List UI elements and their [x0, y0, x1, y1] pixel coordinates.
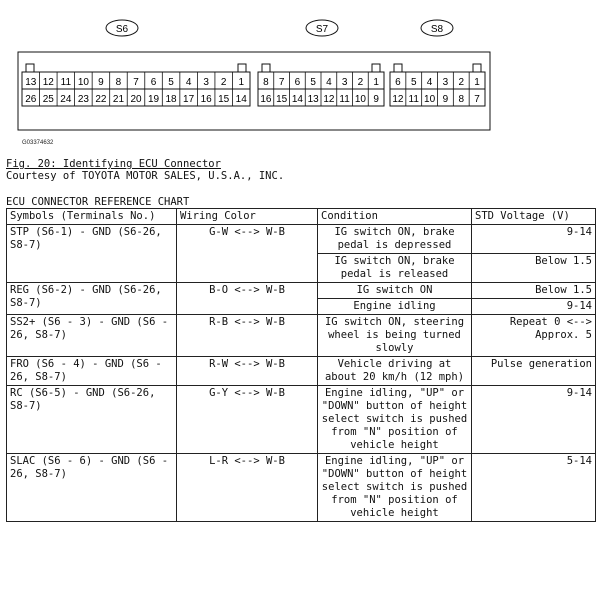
table-row: [7, 283, 596, 299]
terminal-number: 8: [115, 77, 122, 88]
connector-latch: [262, 64, 270, 72]
terminal-number: 13: [25, 77, 37, 88]
terminal-number: 4: [326, 77, 332, 88]
chart-title: ECU CONNECTOR REFERENCE CHART: [6, 196, 190, 208]
terminal-number: 1: [474, 77, 480, 88]
terminal-number: 12: [392, 94, 404, 105]
cell-condition: Engine idling: [318, 299, 472, 315]
figure-courtesy: Courtesy of TOYOTA MOTOR SALES, U.S.A., INC.: [6, 170, 285, 182]
table-row: [7, 315, 596, 357]
cell-voltage: 5-14: [472, 454, 596, 522]
connector-label: S7: [315, 24, 329, 35]
cell-wiring: G-Y <--> W-B: [177, 386, 318, 454]
connector-label: S6: [115, 24, 129, 35]
terminal-number: 9: [373, 94, 379, 105]
connector-latch: [473, 64, 481, 72]
terminal-number: 23: [77, 94, 89, 105]
cell-condition: Engine idling, "UP" or "DOWN" button of height select switch is pushed from "N" position of vehicle height: [318, 386, 472, 454]
terminal-number: 4: [426, 77, 433, 88]
cell-condition: IG switch ON, brake pedal is released: [318, 254, 472, 283]
terminal-number: 9: [442, 94, 449, 105]
cell-symbol: STP (S6-1) - GND (S6-26, S8-7): [7, 225, 177, 283]
terminal-number: 21: [112, 94, 125, 105]
cell-wiring: B-O <--> W-B: [177, 283, 318, 315]
terminal-number: 11: [408, 94, 419, 105]
terminal-number: 3: [442, 77, 449, 88]
cell-symbol: REG (S6-2) - GND (S6-26, S8-7): [7, 283, 177, 315]
connector-latch: [26, 64, 34, 72]
cell-wiring: L-R <--> W-B: [177, 454, 318, 522]
terminal-number: 14: [235, 94, 247, 105]
terminal-number: 7: [278, 77, 285, 88]
terminal-number: 5: [410, 77, 417, 88]
terminal-number: 2: [458, 77, 465, 88]
cell-voltage: 9-14: [472, 386, 596, 454]
terminal-number: 2: [357, 77, 364, 88]
terminal-number: 15: [218, 94, 230, 105]
terminal-number: 6: [395, 77, 401, 88]
figure-caption: [6, 158, 284, 182]
terminal-number: 2: [220, 77, 227, 88]
cell-wiring: G-W <--> W-B: [177, 225, 318, 283]
connector-latch: [372, 64, 380, 72]
table-row: [7, 386, 596, 454]
terminal-number: 25: [42, 94, 54, 105]
cell-voltage: 9-14: [472, 299, 596, 315]
cell-wiring: R-W <--> W-B: [177, 357, 318, 386]
terminal-number: 9: [98, 77, 104, 88]
terminal-number: 5: [168, 77, 174, 88]
connector-diagram: [0, 0, 602, 140]
connector-label: S8: [430, 24, 444, 35]
cell-wiring: R-B <--> W-B: [177, 315, 318, 357]
terminal-number: 18: [165, 94, 177, 105]
cell-condition: Vehicle driving at about 20 km/h (12 mph): [318, 357, 472, 386]
connector-latch: [238, 64, 246, 72]
cell-condition: IG switch ON, steering wheel is being turned slowly: [318, 315, 472, 357]
terminal-number: 26: [25, 94, 37, 105]
terminal-number: 16: [260, 94, 272, 105]
terminal-number: 4: [185, 77, 192, 88]
terminal-number: 10: [77, 77, 89, 88]
header-condition: Condition: [318, 209, 472, 225]
terminal-number: 11: [60, 77, 72, 88]
terminal-number: 8: [263, 77, 269, 88]
terminal-number: 7: [474, 94, 480, 105]
terminal-number: 10: [424, 94, 436, 105]
figure-id: G03374632: [22, 140, 54, 146]
connector-latch: [394, 64, 402, 72]
cell-condition: IG switch ON, brake pedal is depressed: [318, 225, 472, 254]
terminal-number: 12: [42, 77, 54, 88]
terminal-number: 24: [60, 94, 72, 105]
table-header-row: [7, 209, 596, 225]
terminal-number: 7: [133, 77, 139, 88]
cell-condition: IG switch ON: [318, 283, 472, 299]
terminal-number: 6: [150, 77, 157, 88]
terminal-number: 13: [307, 94, 319, 105]
figure-caption-title: Fig. 20: Identifying ECU Connector: [6, 158, 221, 170]
terminal-number: 19: [147, 94, 160, 105]
terminal-number: 6: [294, 77, 301, 88]
terminal-number: 1: [373, 77, 379, 88]
header-wiring-color: Wiring Color: [177, 209, 318, 225]
terminal-number: 3: [341, 77, 348, 88]
terminal-number: 14: [291, 94, 303, 105]
cell-voltage: 9-14: [472, 225, 596, 254]
terminal-number: 20: [130, 94, 142, 105]
header-std-voltage: STD Voltage (V): [472, 209, 596, 225]
cell-symbol: SS2+ (S6 - 3) - GND (S6 - 26, S8-7): [7, 315, 177, 357]
cell-voltage: Below 1.5: [472, 283, 596, 299]
cell-symbol: RC (S6-5) - GND (S6-26, S8-7): [7, 386, 177, 454]
table-row: [7, 454, 596, 522]
cell-voltage: Below 1.5: [472, 254, 596, 283]
terminal-number: 8: [458, 94, 465, 105]
header-symbols: Symbols (Terminals No.): [7, 209, 177, 225]
terminal-number: 22: [95, 94, 107, 105]
connector-housing: [18, 52, 490, 130]
cell-symbol: FRO (S6 - 4) - GND (S6 - 26, S8-7): [7, 357, 177, 386]
table-row: [7, 357, 596, 386]
terminal-number: 17: [183, 94, 195, 105]
reference-table: [6, 208, 596, 522]
cell-voltage: Pulse generation: [472, 357, 596, 386]
terminal-number: 1: [238, 77, 245, 88]
table-row: [7, 225, 596, 254]
connector-figure: [0, 0, 602, 150]
terminal-number: 12: [323, 94, 335, 105]
terminal-number: 16: [200, 94, 212, 105]
cell-voltage: Repeat 0 <--> Approx. 5: [472, 315, 596, 357]
cell-condition: Engine idling, "UP" or "DOWN" button of height select switch is pushed from "N" position of vehicle height: [318, 454, 472, 522]
terminal-number: 10: [354, 94, 366, 105]
terminal-number: 11: [339, 94, 350, 105]
terminal-number: 15: [276, 94, 288, 105]
terminal-number: 5: [310, 77, 316, 88]
cell-symbol: SLAC (S6 - 6) - GND (S6 - 26, S8-7): [7, 454, 177, 522]
terminal-number: 3: [203, 77, 209, 88]
